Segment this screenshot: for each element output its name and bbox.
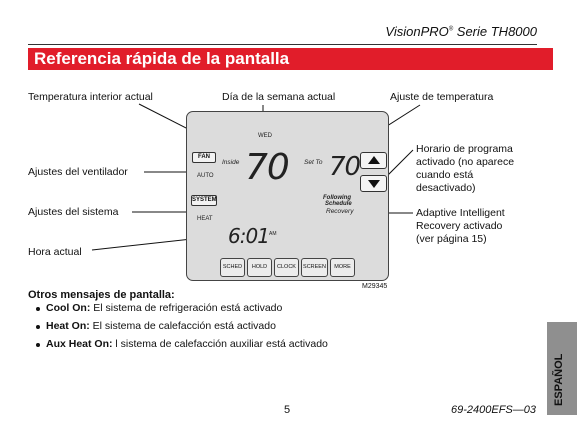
schedule-text: Schedule (325, 201, 352, 207)
language-tab-label: ESPAÑOL (553, 353, 565, 406)
label-current-day: Día de la semana actual (222, 91, 336, 103)
set-to-label: Set To (304, 159, 323, 166)
temp-up-button[interactable] (360, 152, 387, 169)
bullet-icon (36, 307, 40, 311)
message-text: l sistema de calefacción auxiliar está activado (112, 338, 328, 350)
label-fan-settings: Ajustes del ventilador (28, 166, 128, 178)
system-mode: HEAT (197, 216, 213, 222)
softkey-screen[interactable]: SCREEN (301, 258, 328, 277)
message-key: Aux Heat On: (46, 338, 113, 350)
inside-label: Inside (222, 159, 240, 166)
day-indicator: WED (258, 133, 272, 139)
softkey-hold[interactable]: HOLD (247, 258, 272, 277)
label-system-settings: Ajustes del sistema (28, 206, 119, 218)
document-number: 69-2400EFS—03 (451, 404, 536, 416)
page-number: 5 (284, 404, 291, 416)
am-pm-indicator: AM (269, 231, 277, 237)
label-schedule-line-4: desactivado) (416, 182, 476, 194)
label-adaptive-recovery (416, 207, 505, 246)
series-name: Serie TH8000 (453, 24, 537, 39)
softkey-clock[interactable]: CLOCK (274, 258, 299, 277)
softkey-row (220, 258, 355, 277)
softkey-more[interactable]: MORE (330, 258, 355, 277)
message-text: El sistema de refrigeración está activado (90, 302, 283, 314)
temp-down-button[interactable] (360, 175, 387, 192)
thermostat-display (186, 111, 389, 281)
figure-id: M29345 (362, 283, 388, 290)
message-key: Heat On: (46, 320, 90, 332)
label-recovery-line-1: Adaptive Intelligent (416, 207, 505, 219)
label-schedule-line-3: cuando está (416, 169, 474, 181)
softkey-sched[interactable]: SCHED (220, 258, 245, 277)
clock-time: 6:01 (228, 224, 269, 248)
bullet-icon (36, 325, 40, 329)
messages-title: Otros mensajes de pantalla: (28, 289, 175, 301)
label-schedule-line-1: Horario de programa (416, 143, 513, 155)
set-temperature: 70 (329, 152, 361, 182)
fan-button[interactable]: FAN (192, 152, 216, 163)
following-text: Following (323, 195, 351, 201)
registered-mark: ® (448, 26, 454, 33)
section-title: Referencia rápida de la pantalla (34, 49, 290, 68)
down-arrow-icon (368, 180, 380, 188)
message-key: Cool On: (46, 302, 91, 314)
message-item (46, 338, 328, 350)
label-schedule-active (416, 143, 514, 195)
label-schedule-line-2: activado (no aparece (416, 156, 515, 168)
message-item (46, 320, 276, 332)
language-tab (547, 322, 577, 415)
fan-mode: AUTO (197, 173, 214, 179)
recovery-text: Recovery (326, 208, 354, 215)
system-button[interactable]: SYSTEM (191, 195, 217, 206)
label-set-temperature: Ajuste de temperatura (390, 91, 494, 103)
bullet-icon (36, 343, 40, 347)
label-recovery-line-2: Recovery activado (416, 220, 503, 232)
message-text: El sistema de calefacción está activado (89, 320, 276, 332)
brand-name: VisionPRO (385, 24, 449, 39)
message-item (46, 302, 282, 314)
label-indoor-temperature: Temperatura interior actual (28, 91, 153, 103)
inside-temperature: 70 (245, 147, 289, 188)
label-current-time: Hora actual (28, 246, 82, 258)
label-recovery-line-3: (ver página 15) (416, 233, 487, 245)
up-arrow-icon (368, 156, 380, 164)
